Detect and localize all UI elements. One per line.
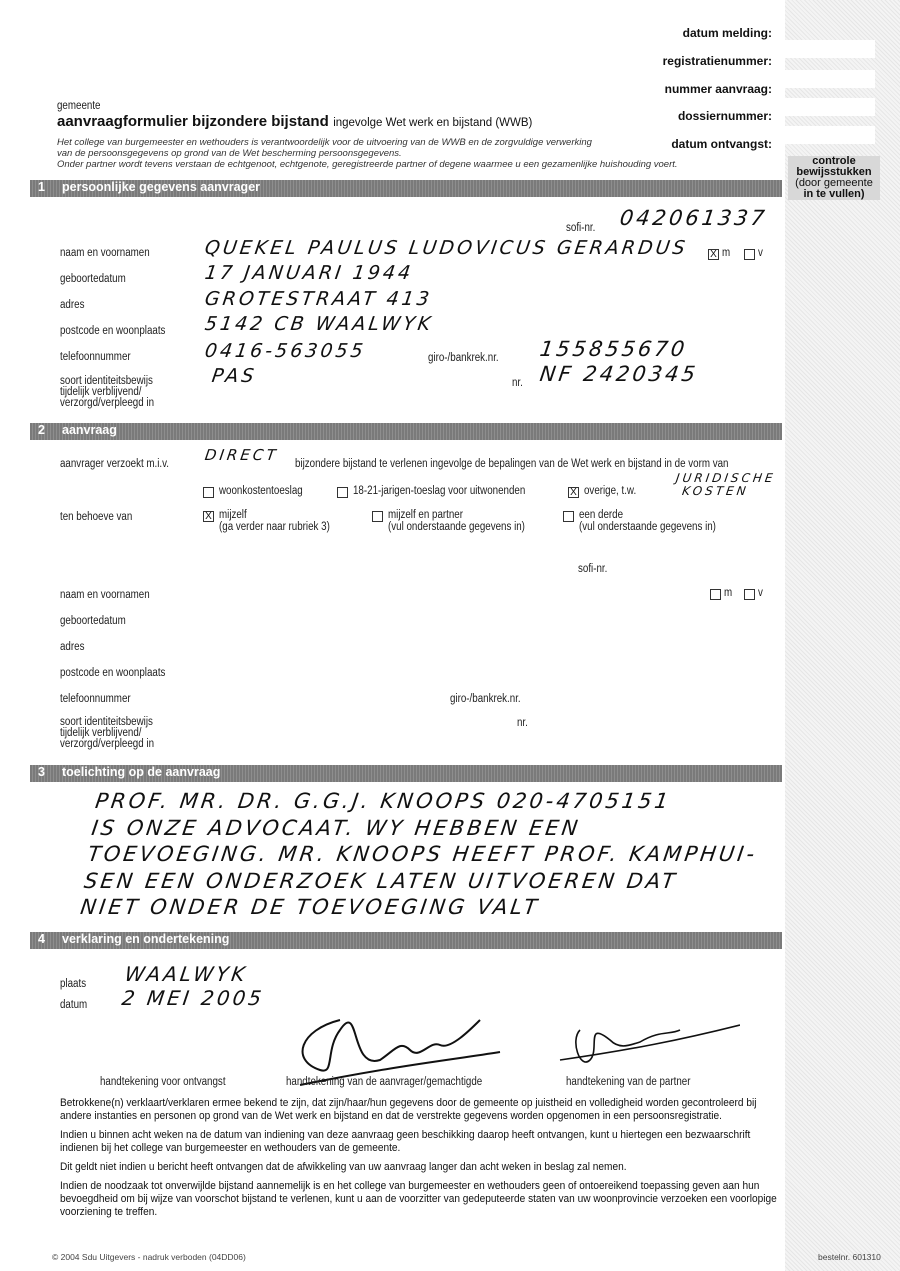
section-1-header <box>30 180 782 197</box>
intro-line: Onder partner wordt tevens verstaan de echtgenoot, echtgenote, geregistreerde partner of degene waarmee u een gezamenlijke huishouding voert. <box>57 159 678 170</box>
section-3-header <box>30 765 782 782</box>
identiteit-label <box>60 376 154 409</box>
een-derde-checkbox[interactable] <box>563 511 574 522</box>
copyright: © 2004 Sdu Uitgevers - nadruk verboden (04DD06) <box>52 1252 246 1262</box>
geboortedatum-value: 17 JANUARI 1944 <box>203 262 415 284</box>
registratienummer-label: registratienummer: <box>662 54 772 68</box>
giro-label: giro-/bankrek.nr. <box>428 352 499 364</box>
section-number: 1 <box>38 180 45 194</box>
bestelnr: bestelnr. 601310 <box>818 1252 881 1262</box>
gender-v-label: v <box>758 587 763 599</box>
naam-label: naam en voornamen <box>60 589 150 601</box>
identiteit-value: PAS <box>210 365 259 387</box>
field-box <box>785 98 875 116</box>
adres-label: adres <box>60 299 85 311</box>
section-title: persoonlijke gegevens aanvrager <box>62 180 261 194</box>
section-number: 3 <box>38 765 45 779</box>
mijzelf-partner-option <box>388 509 525 533</box>
intro-text <box>57 137 678 170</box>
declaration-paragraph: Indien u binnen acht weken na de datum van indiening van deze aanvraag geen beschikking daarop heeft ontvangen, kunt u hiertegen een bezwaarschrift indienen bij het college van burgemeester en wethouders van de gemeente. <box>60 1129 751 1154</box>
geboortedatum-label: geboortedatum <box>60 615 126 627</box>
id-nr-value: NF 2420345 <box>538 362 700 386</box>
page-title <box>57 113 532 131</box>
label-line: verzorgd/verpleegd in <box>60 738 155 750</box>
label-line: tijdelijk verblijvend/ <box>60 386 142 398</box>
plaats-value: WAALWYK <box>123 962 250 986</box>
label-line: verzorgd/verpleegd in <box>60 397 155 409</box>
jarigen-toeslag-label: 18-21-jarigen-toeslag voor uitwonenden <box>353 485 526 497</box>
postcode-label: postcode en woonplaats <box>60 667 166 679</box>
gender-v-label: v <box>758 247 763 259</box>
telefoon-label: telefoonnummer <box>60 351 131 363</box>
declaration-paragraph: Betrokkene(n) verklaart/verklaren ermee bekend te zijn, dat zijn/haar/hun gegevens door de gemeente op juistheid en volledigheid worden gecontroleerd bij andere instanties en personen op grond van de Wet werk en bijstand en dat de verstrekte gegevens worden opgenomen in een persoonsregistratie. <box>60 1097 757 1122</box>
signature-label-partner: handtekening van de partner <box>566 1076 691 1088</box>
gender-m-label: m <box>724 587 733 599</box>
datum-ontvangst-label: datum ontvangst: <box>671 137 772 151</box>
overige-label: overige, t.w. <box>584 485 637 497</box>
sofi-value: 042061337 <box>618 206 769 230</box>
controle-bewijsstukken-label <box>788 156 880 200</box>
identiteit-label <box>60 717 154 750</box>
intro-line: van de persoonsgegevens op grond van de Wet bescherming persoonsgegevens. <box>57 148 402 159</box>
gemeente-label: gemeente <box>57 100 101 112</box>
controle-line: in te vullen) <box>803 188 865 200</box>
woonkostentoeslag-checkbox[interactable] <box>203 487 214 498</box>
naam-label: naam en voornamen <box>60 247 150 259</box>
mijzelf-option <box>219 509 330 533</box>
section-title: toelichting op de aanvraag <box>62 765 221 779</box>
sofi-label: sofi-nr. <box>566 222 596 234</box>
toelichting-line: IS ONZE ADVOCAAT. WY HEBBEN EEN <box>90 815 583 840</box>
form-title: aanvraagformulier bijzondere bijstand <box>57 113 329 130</box>
datum-value: 2 MEI 2005 <box>120 986 266 1010</box>
datum-melding-label: datum melding: <box>682 26 772 40</box>
postcode-value: 5142 CB WAALWYK <box>203 313 435 335</box>
plaats-label: plaats <box>60 978 87 990</box>
section-number: 4 <box>38 932 45 946</box>
jarigen-toeslag-checkbox[interactable] <box>337 487 348 498</box>
toelichting-line: TOEVOEGING. MR. KNOOPS HEEFT PROF. KAMPHUI- <box>86 842 759 866</box>
een-derde-option <box>579 509 716 533</box>
telefoon-label: telefoonnummer <box>60 693 131 705</box>
label-line: soort identiteitsbewijs <box>60 716 153 728</box>
signature-label-ontvangst: handtekening voor ontvangst <box>100 1076 226 1088</box>
controle-line: controle <box>812 155 856 167</box>
section-number: 2 <box>38 423 45 437</box>
verzoekt-label: aanvrager verzoekt m.i.v. <box>60 458 170 470</box>
giro-label: giro-/bankrek.nr. <box>450 693 521 705</box>
toelichting-text <box>79 788 767 921</box>
gender-v-checkbox[interactable] <box>744 589 755 600</box>
naam-value: QUEKEL PAULUS LUDOVICUS GERARDUS <box>203 237 690 259</box>
nummer-aanvraag-label: nummer aanvraag: <box>664 82 772 96</box>
controle-line: (door gemeente <box>795 177 873 189</box>
declaration-paragraph: Dit geldt niet indien u bericht heeft ontvangen dat de afwikkeling van uw aanvraag langer dan acht weken in beslag zal nemen. <box>60 1161 627 1173</box>
section-title: verklaring en ondertekening <box>62 932 230 946</box>
sofi-label: sofi-nr. <box>578 563 608 575</box>
giro-value: 155855670 <box>538 337 689 361</box>
section-title: aanvraag <box>62 423 117 437</box>
field-box <box>785 70 875 88</box>
form-title-suffix: ingevolge Wet werk en bijstand (WWB) <box>333 117 533 129</box>
option-sub: (ga verder naar rubriek 3) <box>219 521 330 533</box>
overige-value <box>673 472 776 498</box>
verzoekt-value: DIRECT <box>203 446 280 464</box>
section-2-header <box>30 423 782 440</box>
overige-line: KOSTEN <box>681 484 750 498</box>
gender-m-checkbox[interactable] <box>710 589 721 600</box>
declaration-paragraph: Indien de noodzaak tot onverwijlde bijstand aannemelijk is en het college van burgemeester en wethouders geen of ontoereikend toepassing geven aan hun bevoegdheid om bij wijze van voorschot bijstand te verlenen, kunt u aan de voorzitter van gedeputeerde staten van uw woonprovincie verzoeken een voorlopige voorziening te treffen. <box>60 1180 777 1218</box>
option-sub: (vul onderstaande gegevens in) <box>579 521 716 533</box>
postcode-label: postcode en woonplaats <box>60 325 166 337</box>
signature-label-aanvrager: handtekening van de aanvrager/gemachtigde <box>286 1076 483 1088</box>
overige-line: JURIDISCHE <box>675 471 777 485</box>
mijzelf-checkbox[interactable]: X <box>203 511 214 522</box>
gender-v-checkbox[interactable] <box>744 249 755 260</box>
adres-value: GROTESTRAAT 413 <box>203 288 434 310</box>
telefoon-value: 0416-563055 <box>203 340 368 362</box>
overige-checkbox[interactable]: X <box>568 487 579 498</box>
gender-m-label: m <box>722 247 731 259</box>
declaration-text <box>60 1097 778 1219</box>
adres-label: adres <box>60 641 85 653</box>
option-label: mijzelf <box>219 509 247 521</box>
option-label: een derde <box>579 509 624 521</box>
dossiernummer-label: dossiernummer: <box>677 109 772 123</box>
controle-line: bewijsstukken <box>796 166 872 178</box>
option-sub: (vul onderstaande gegevens in) <box>388 521 525 533</box>
toelichting-line: PROF. MR. DR. G.G.J. KNOOPS 020-4705151 <box>93 789 673 813</box>
label-line: soort identiteitsbewijs <box>60 375 153 387</box>
intro-line: Het college van burgemeester en wethouders is verantwoordelijk voor de uitvoering van de WWB en de zorgvuldige verwerking <box>57 137 592 148</box>
label-line: tijdelijk verblijvend/ <box>60 727 142 739</box>
woonkostentoeslag-label: woonkostentoeslag <box>219 485 303 497</box>
id-nr-label: nr. <box>517 717 528 729</box>
partner-signature <box>560 1025 740 1062</box>
gender-m-checkbox[interactable]: X <box>708 249 719 260</box>
toelichting-line: SEN EEN ONDERZOEK LATEN UITVOEREN DAT <box>82 868 680 893</box>
verzoekt-text: bijzondere bijstand te verlenen ingevolge de bepalingen van de Wet werk en bijstand in de vorm van <box>295 458 729 470</box>
signatures <box>280 990 740 1090</box>
section-4-header <box>30 932 782 949</box>
id-nr-label: nr. <box>512 377 523 389</box>
behoeve-label: ten behoeve van <box>60 511 133 523</box>
datum-label: datum <box>60 999 88 1011</box>
option-label: mijzelf en partner <box>388 509 463 521</box>
geboortedatum-label: geboortedatum <box>60 273 126 285</box>
field-box <box>785 126 875 144</box>
mijzelf-partner-checkbox[interactable] <box>372 511 383 522</box>
toelichting-line: NIET ONDER DE TOEVOEGING VALT <box>78 895 542 919</box>
field-box <box>785 40 875 58</box>
